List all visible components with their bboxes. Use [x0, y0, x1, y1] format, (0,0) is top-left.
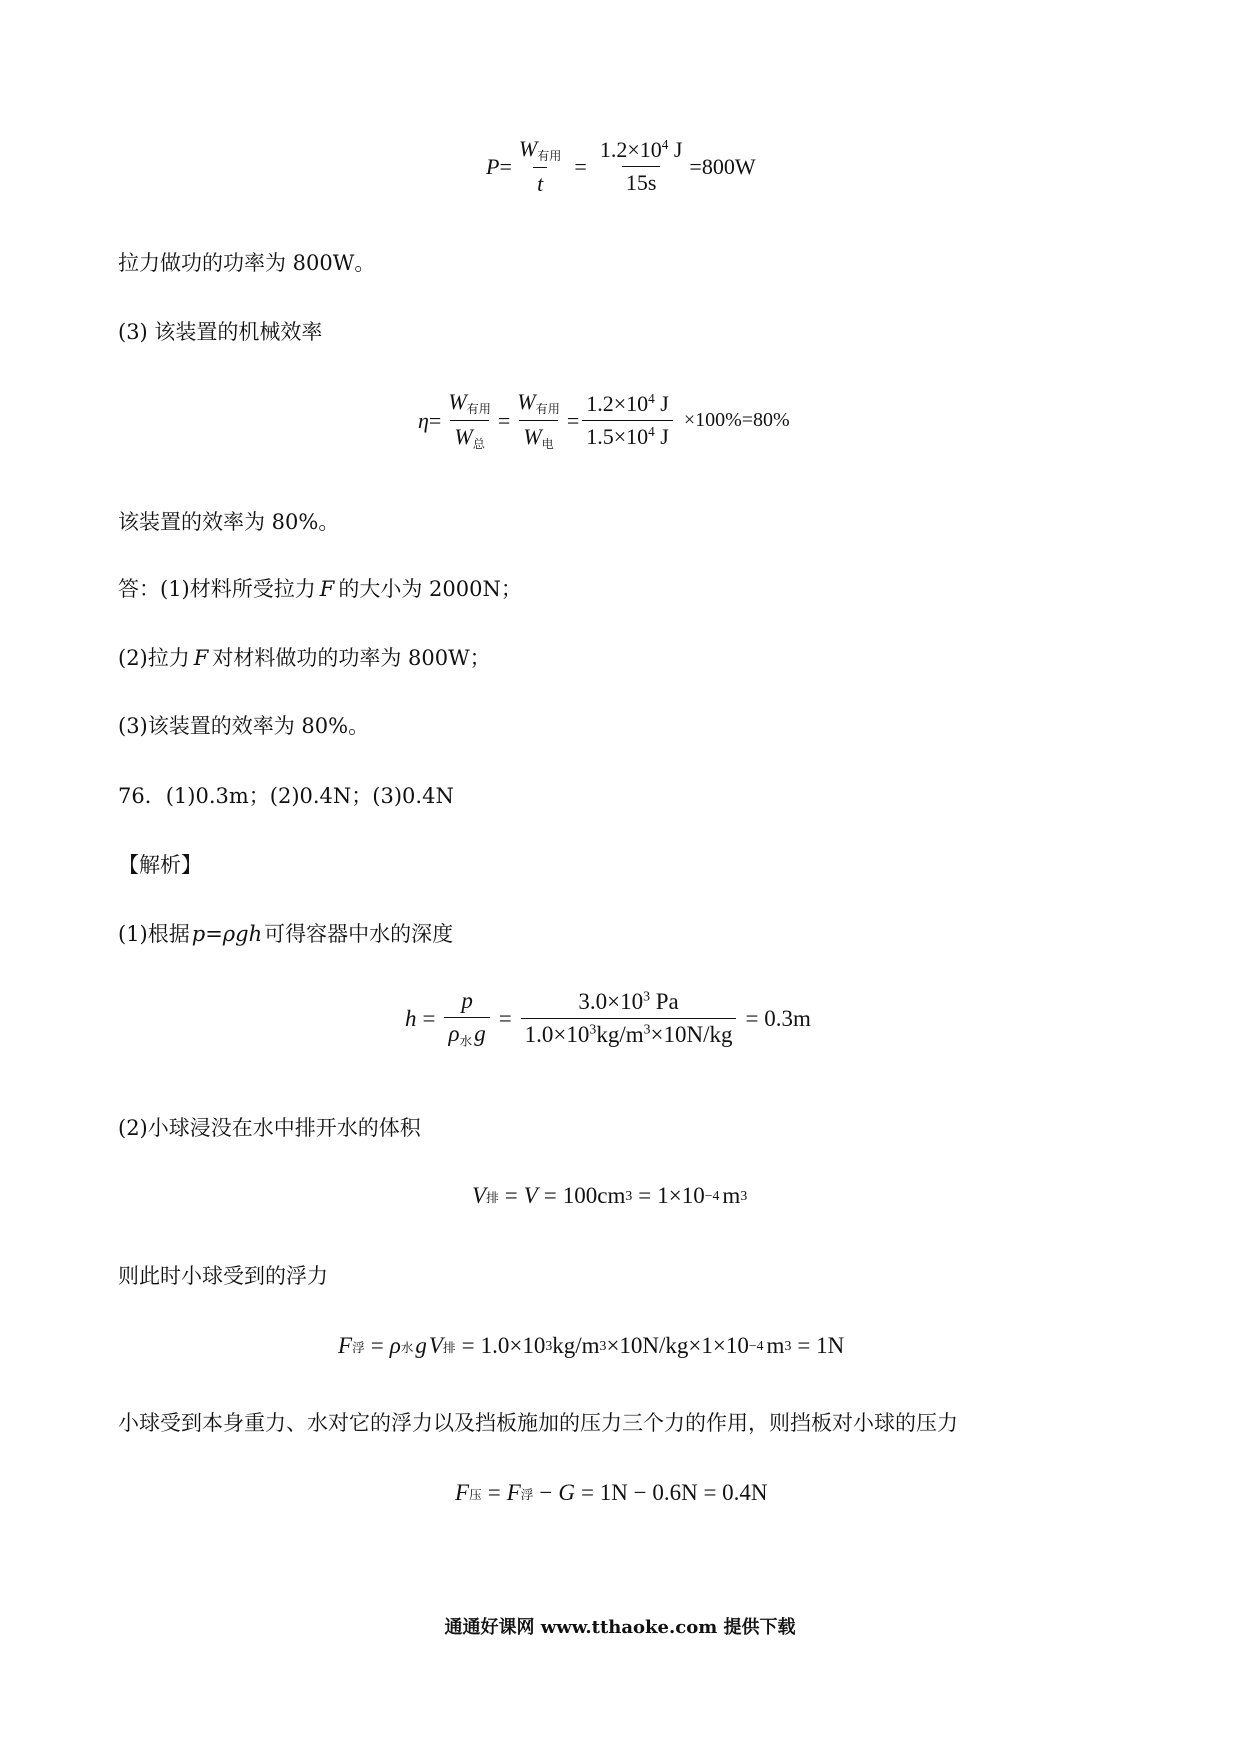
- vol-v: V: [523, 1183, 538, 1208]
- eq-eff-result: ×100%=80%: [683, 409, 790, 432]
- eq-depth-eq2: =: [498, 1005, 512, 1031]
- eff-f3-num-unit: J: [654, 391, 669, 417]
- eff-f3-num-exp: 4: [648, 391, 655, 407]
- answer-2-tail: 对材料做功的功率为 800W；: [212, 646, 491, 670]
- buoy-rho: ρ: [389, 1333, 401, 1358]
- equation-power: [486, 136, 756, 197]
- buoy-result: = 1N: [797, 1333, 845, 1358]
- eq-eff-frac2: [513, 389, 564, 452]
- eff-f2-den-var: W: [523, 424, 542, 450]
- depth-f2-num-coef: 3.0×10: [578, 989, 644, 1015]
- press-eq: =: [487, 1480, 501, 1505]
- eq-eff-lhs: η: [418, 407, 429, 433]
- vol-eq: =: [504, 1183, 518, 1208]
- step1-text: [118, 920, 453, 948]
- depth-f2-den-b-exp: 3: [643, 1021, 651, 1037]
- press-result: = 1N − 0.6N = 0.4N: [581, 1480, 768, 1505]
- vol-lhs-var: V: [472, 1183, 487, 1208]
- eq-depth-result: = 0.3m: [745, 1005, 811, 1031]
- vol-val1: 100cm: [562, 1183, 626, 1208]
- answer-2-head: (2)拉力: [118, 646, 190, 670]
- vol-val2: 1×10: [657, 1183, 705, 1208]
- eff-f3-den-unit: J: [654, 424, 669, 450]
- eff-f2-num-sub: 有用: [535, 402, 560, 417]
- eq-eff-frac1: [444, 389, 495, 452]
- eq-depth-eq: =: [422, 1005, 436, 1031]
- answer-1-head: 答：(1)材料所受拉力: [118, 577, 316, 601]
- frac2-num-unit: J: [668, 137, 683, 163]
- eff-f2-den-sub: 电: [541, 437, 554, 452]
- depth-f1-den-sub: 水: [459, 1033, 473, 1049]
- buoy-lhs-sub: 浮: [352, 1339, 365, 1355]
- press-minus: −: [539, 1480, 553, 1505]
- eq-depth-frac1: [444, 988, 489, 1049]
- page-footer: 通通好课网 www.tthaoke.com 提供下载: [444, 1617, 796, 1638]
- depth-f2-num-unit: Pa: [650, 989, 679, 1015]
- equation-pressure: [455, 1480, 774, 1506]
- part3-heading: (3) 该装置的机械效率: [118, 320, 323, 344]
- eff-f1-num-sub: 有用: [466, 402, 491, 417]
- eq-power-lhs: P: [486, 153, 500, 179]
- equation-buoyancy: F 浮 = ρ 水 g V 排 = 1.0×10 3 kg/m 3 ×10N/kg×1×10 −4 m 3 = 1N: [338, 1333, 845, 1358]
- frac2-den: 15s: [625, 170, 657, 196]
- eq-eff-frac3: [582, 391, 673, 450]
- equation-volume: V 排 = V = 100cm 3 = 1×10 −4 m 3: [472, 1183, 748, 1208]
- equation-efficiency: [418, 389, 790, 452]
- buoy-eq: =: [370, 1333, 384, 1358]
- depth-f1-num: p: [461, 988, 473, 1013]
- answer-2-var: F: [193, 646, 209, 670]
- answer-3: (3)该装置的效率为 80%。: [118, 714, 370, 738]
- frac1-num-sub: 有用: [537, 149, 562, 164]
- eq-eff-eq3: =: [566, 407, 580, 433]
- press-f-sub: 浮: [520, 1486, 534, 1502]
- buoy-lhs-var: F: [338, 1333, 353, 1358]
- jiexi-heading: 【解析】: [118, 853, 202, 877]
- depth-f2-den-b: kg/m: [596, 1022, 644, 1048]
- buoyancy-intro-text: 则此时小球受到的浮力: [118, 1264, 328, 1288]
- eq-power-frac2: [596, 137, 687, 196]
- eff-f3-den-coef: 1.5×10: [586, 424, 649, 450]
- depth-f2-den-a-exp: 3: [589, 1021, 597, 1037]
- depth-f2-num-exp: 3: [643, 988, 651, 1004]
- frac2-num-coef: 1.2×10: [599, 137, 662, 163]
- efficiency-result-text: 该装置的效率为 80%。: [118, 510, 340, 534]
- question-76-answer: 76．(1)0.3m；(2)0.4N；(3)0.4N: [118, 784, 454, 808]
- depth-f1-den-g: g: [474, 1021, 486, 1046]
- eq-power-frac1: [515, 136, 566, 197]
- eq-power-eq: =: [499, 153, 512, 179]
- press-lhs-var: F: [455, 1480, 470, 1505]
- step2-text: (2)小球浸没在水中排开水的体积: [118, 1116, 421, 1140]
- eff-f2-num-var: W: [517, 389, 536, 414]
- buoy-v: V: [428, 1333, 443, 1358]
- answer-2: [118, 644, 491, 672]
- buoy-v-sub: 排: [442, 1339, 456, 1355]
- buoy-b: kg/m: [552, 1333, 600, 1358]
- vol-eq2: =: [543, 1183, 557, 1208]
- buoy-eq2: =: [461, 1333, 475, 1358]
- depth-f2-den-a: 1.0×10: [524, 1022, 590, 1048]
- press-g: G: [558, 1480, 576, 1505]
- equation-depth: [405, 988, 817, 1049]
- forces-text: 小球受到本身重力、水对它的浮力以及挡板施加的压力三个力的作用，则挡板对小球的压力: [118, 1411, 958, 1435]
- eq-depth-lhs: h: [405, 1005, 417, 1031]
- vol-eq3: =: [638, 1183, 652, 1208]
- answer-1-tail: 的大小为 2000N；: [338, 577, 522, 601]
- press-lhs-sub: 压: [469, 1486, 482, 1502]
- eq-power-eq2: =: [574, 153, 587, 179]
- eff-f1-num-var: W: [448, 389, 467, 414]
- frac2-num-exp: 4: [661, 137, 669, 153]
- eq-eff-eq2: =: [497, 407, 511, 433]
- vol-val2-unit: m: [722, 1183, 741, 1208]
- answer-1-var: F: [319, 577, 335, 601]
- buoy-rho-sub: 水: [400, 1339, 414, 1355]
- depth-f2-den-c: ×10N/kg: [650, 1022, 733, 1048]
- eq-eff-eq: =: [428, 407, 442, 433]
- eff-f1-den-sub: 总: [472, 437, 485, 452]
- press-f: F: [506, 1480, 521, 1505]
- depth-f1-den-var: ρ: [448, 1021, 460, 1046]
- vol-lhs-sub: 排: [486, 1189, 499, 1205]
- step1-tail: 可得容器中水的深度: [264, 922, 454, 946]
- eff-f3-num-coef: 1.2×10: [586, 391, 649, 417]
- eq-power-result: =800W: [689, 153, 756, 179]
- answer-1: [118, 575, 522, 603]
- step1-formula: p=ρgh: [191, 922, 263, 946]
- eff-f3-den-exp: 4: [648, 424, 655, 440]
- eq-depth-frac2: [521, 989, 737, 1048]
- buoy-d: m: [766, 1333, 785, 1358]
- eff-f1-den-var: W: [454, 424, 473, 450]
- frac1-num-var: W: [518, 136, 538, 161]
- buoy-a: 1.0×10: [480, 1333, 546, 1358]
- buoy-g: g: [415, 1333, 427, 1358]
- frac1-den-var: t: [537, 171, 544, 197]
- step1-head: (1)根据: [118, 922, 190, 946]
- buoy-c: ×10N/kg×1×10: [606, 1333, 749, 1358]
- power-result-text: 拉力做功的功率为 800W。: [118, 251, 376, 275]
